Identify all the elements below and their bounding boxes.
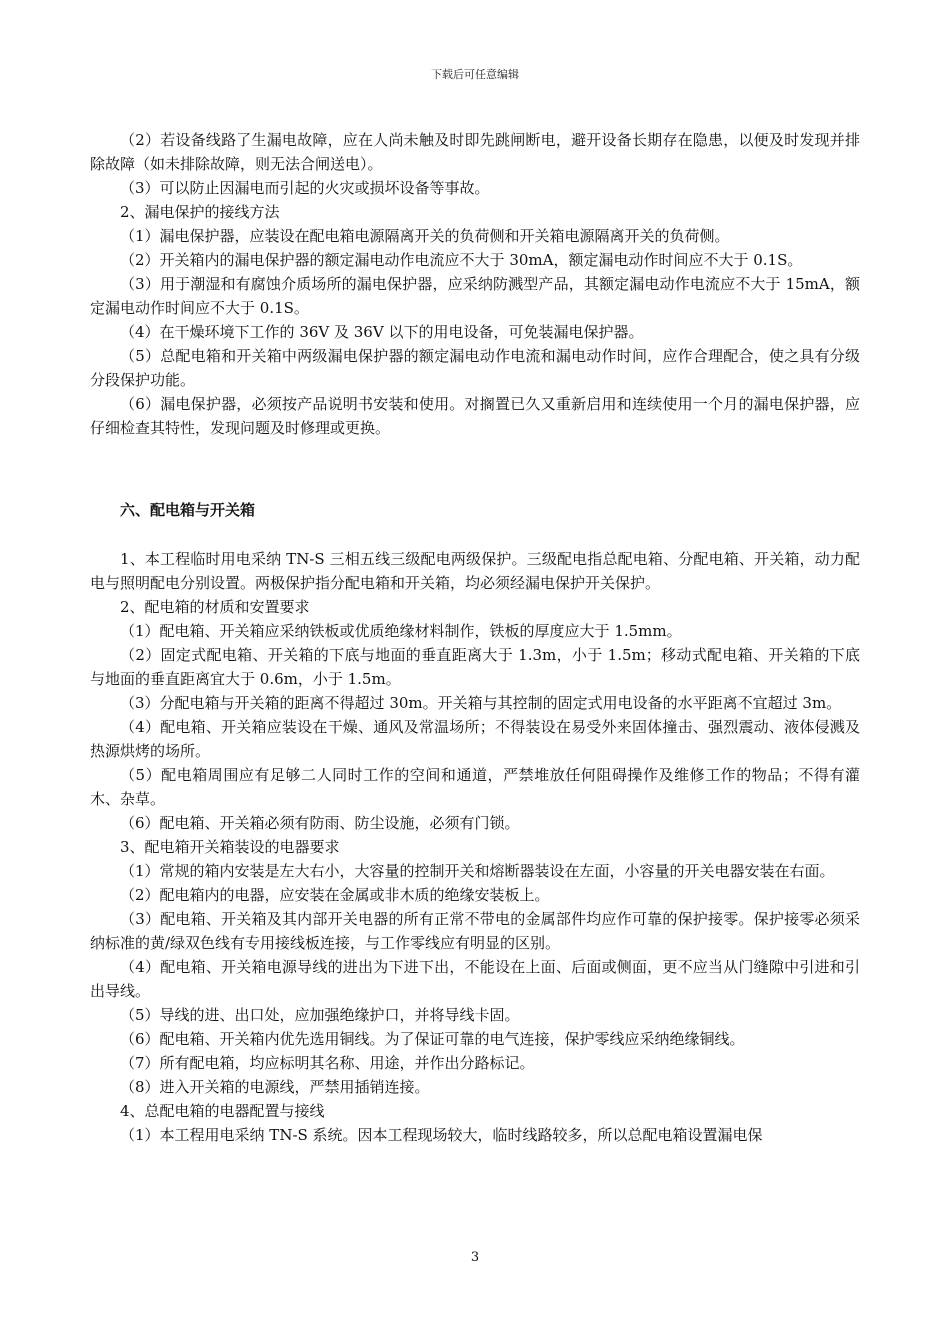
paragraph: 3、配电箱开关箱装设的电器要求 [120, 838, 340, 856]
paragraph: （3）分配电箱与开关箱的距离不得超过 30m。开关箱与其控制的固定式用电设备的水平距离不宜超过 3m。 [120, 694, 842, 712]
paragraph: （4）在干燥环境下工作的 36V 及 36V 以下的用电设备，可免装漏电保护器。 [120, 323, 644, 341]
paragraph: （6）配电箱、开关箱内优先选用铜线。为了保证可靠的电气连接，保护零线应采纳绝缘铜线。 [120, 1030, 745, 1048]
paragraph: （2）开关箱内的漏电保护器的额定漏电动作电流应不大于 30mA，额定漏电动作时间应不大于 0.1S。 [120, 251, 803, 269]
paragraph: （2）固定式配电箱、开关箱的下底与地面的垂直距离大于 1.3m，小于 1.5m；移动式配电箱、开关箱的下底与地面的垂直距离宜大于 0.6m，小于 1.5m。 [90, 646, 860, 688]
paragraph: （5）配电箱周围应有足够二人同时工作的空间和通道，严禁堆放任何阻碍操作及维修工作的物品；不得有灌木、杂草。 [90, 766, 860, 808]
paragraph: 1、本工程临时用电采纳 TN-S 三相五线三级配电两级保护。三级配电指总配电箱、分配电箱、开关箱，动力配电与照明配电分别设置。两极保护指分配电箱和开关箱，均必须经漏电保护开关保护。 [90, 550, 860, 592]
paragraph: （5）导线的进、出口处，应加强绝缘护口，并将导线卡固。 [120, 1006, 520, 1024]
paragraph: （4）配电箱、开关箱电源导线的进出为下进下出，不能设在上面、后面或侧面，更不应当从门缝隙中引进和引出导线。 [90, 958, 860, 1000]
paragraph: （6）漏电保护器，必须按产品说明书安装和使用。对搁置已久又重新启用和连续使用一个月的漏电保护器，应仔细检查其特性，发现问题及时修理或更换。 [90, 395, 860, 437]
paragraph: 4、总配电箱的电器配置与接线 [120, 1102, 325, 1120]
section-leakage-protection [90, 128, 860, 440]
paragraph: （3）配电箱、开关箱及其内部开关电器的所有正常不带电的金属部件均应作可靠的保护接零。保护接零必须采纳标准的黄/绿双色线有专用接线板连接，与工作零线应有明显的区别。 [90, 910, 860, 952]
document-body [90, 128, 860, 1147]
paragraph: （2）若设备线路了生漏电故障，应在人尚未触及时即先跳闸断电，避开设备长期存在隐患，以便及时发现并排除故障（如未排除故障，则无法合闸送电）。 [90, 131, 860, 173]
paragraph: （6）配电箱、开关箱必须有防雨、防尘设施，必须有门锁。 [120, 814, 520, 832]
paragraph: （1）本工程用电采纳 TN-S 系统。因本工程现场较大，临时线路较多，所以总配电箱设置漏电保 [120, 1126, 763, 1144]
paragraph: 2、配电箱的材质和安置要求 [120, 598, 310, 616]
paragraph: （1）配电箱、开关箱应采纳铁板或优质绝缘材料制作，铁板的厚度应大于 1.5mm。 [120, 622, 682, 640]
paragraph: （3）可以防止因漏电而引起的火灾或损坏设备等事故。 [120, 179, 490, 197]
paragraph: （7）所有配电箱，均应标明其名称、用途，并作出分路标记。 [120, 1054, 535, 1072]
page-number: 3 [470, 1250, 480, 1265]
paragraph: （3）用于潮湿和有腐蚀介质场所的漏电保护器，应采纳防溅型产品，其额定漏电动作电流应不大于 15mA，额定漏电动作时间应不大于 0.1S。 [90, 275, 860, 317]
paragraph: （2）配电箱内的电器，应安装在金属或非木质的绝缘安装板上。 [120, 886, 550, 904]
section-distribution-boxes [90, 547, 860, 1147]
page-header: 下载后可任意编辑 [431, 68, 519, 81]
paragraph: （5）总配电箱和开关箱中两级漏电保护器的额定漏电动作电流和漏电动作时间，应作合理配合，使之具有分级分段保护功能。 [90, 347, 860, 389]
paragraph: 2、漏电保护的接线方法 [120, 203, 280, 221]
paragraph: （8）进入开关箱的电源线，严禁用插销连接。 [120, 1078, 430, 1096]
paragraph: （4）配电箱、开关箱应装设在干燥、通风及常温场所；不得装设在易受外来固体撞击、强烈震动、液体侵溅及热源烘烤的场所。 [90, 718, 860, 760]
section-heading: 六、配电箱与开关箱 [120, 501, 256, 519]
paragraph: （1）常规的箱内安装是左大右小，大容量的控制开关和熔断器装设在左面，小容量的开关电器安装在右面。 [120, 862, 835, 880]
paragraph: （1）漏电保护器，应装设在配电箱电源隔离开关的负荷侧和开关箱电源隔离开关的负荷侧。 [120, 227, 730, 245]
